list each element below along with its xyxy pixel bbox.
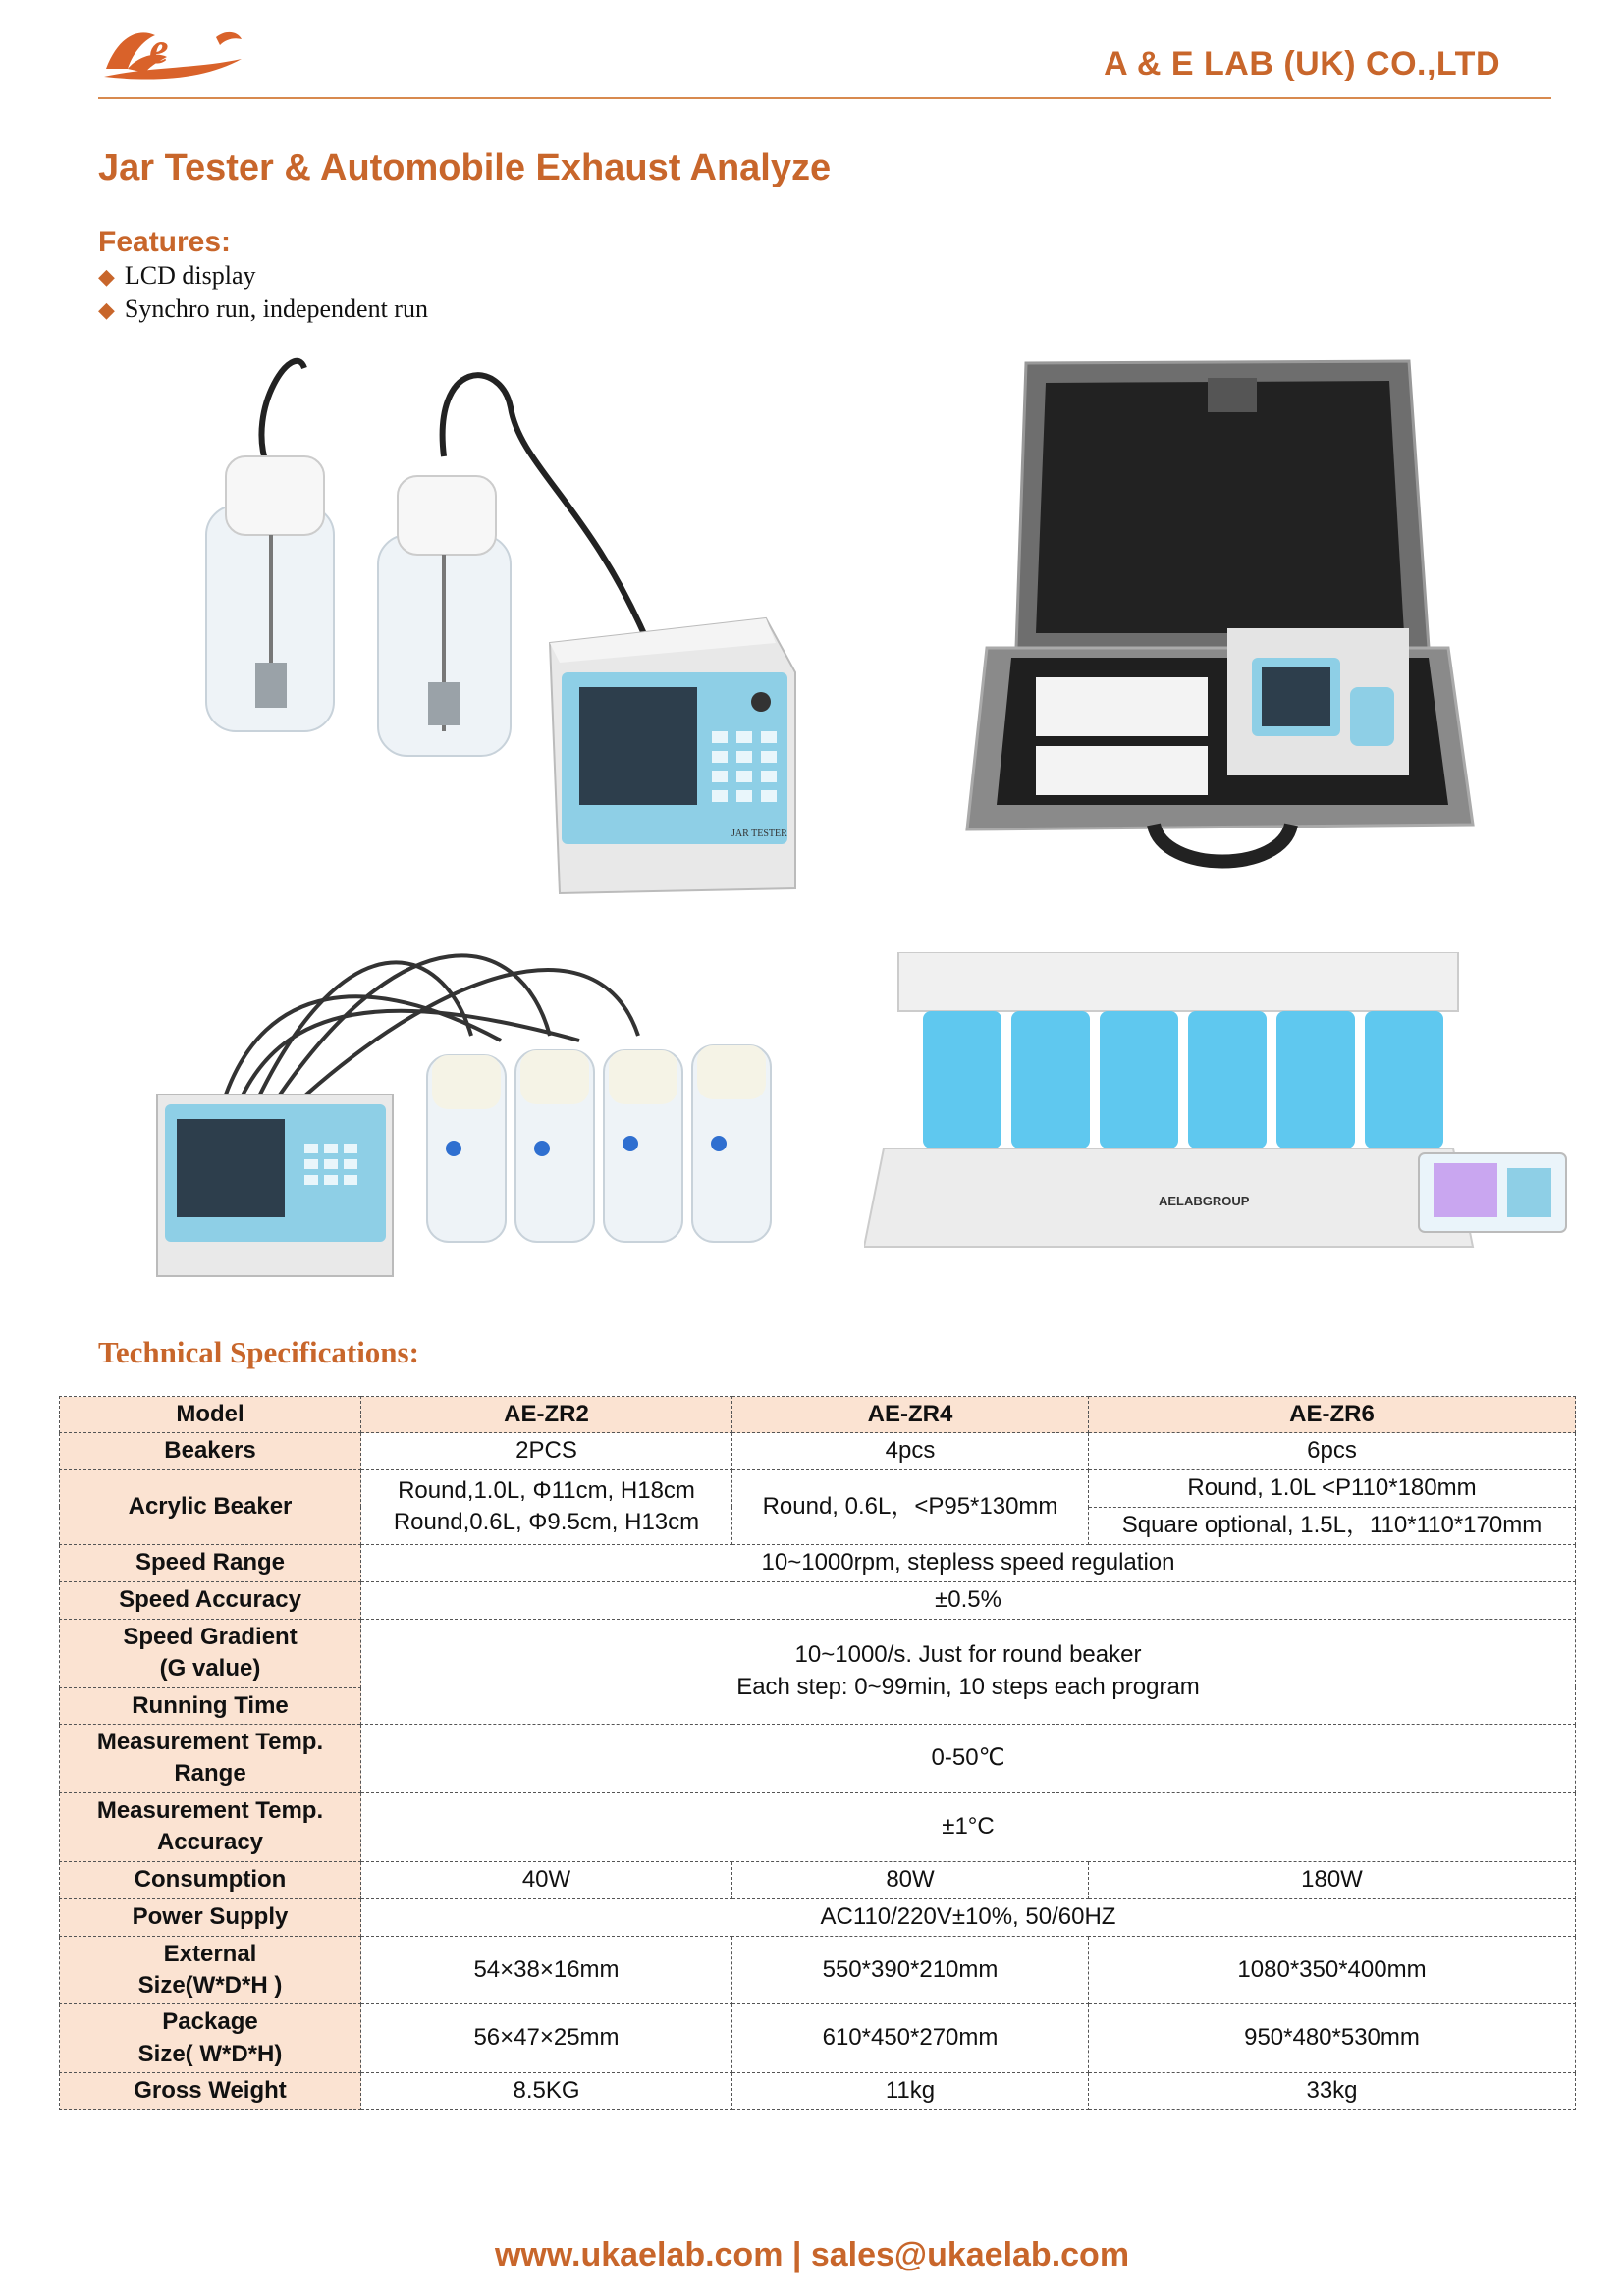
- table-row: [60, 2073, 1576, 2110]
- table-cell: Square optional, 1.5L，110*110*170mm: [1089, 1507, 1576, 1544]
- table-cell: 11kg: [732, 2073, 1089, 2110]
- table-cell: 80W: [732, 1861, 1089, 1898]
- svg-text:JAR TESTER: JAR TESTER: [731, 828, 787, 839]
- table-cell: 550*390*210mm: [732, 1936, 1089, 2004]
- table-cell: 2PCS: [361, 1433, 732, 1469]
- row-label: Acrylic Beaker: [60, 1469, 361, 1544]
- table-cell: 180W: [1089, 1861, 1576, 1898]
- product-photo-ae-zr6: [864, 952, 1581, 1256]
- table-cell: AC110/220V±10%, 50/60HZ: [361, 1898, 1576, 1936]
- table-row: [60, 1936, 1576, 2004]
- table-cell: 40W: [361, 1861, 732, 1898]
- table-cell: Round,1.0L, Φ11cm, H18cm Round,0.6L, Φ9.5cm, H13cm: [361, 1469, 732, 1544]
- feature-item: ◆ Synchro run, independent run: [98, 294, 428, 323]
- table-row: [60, 1469, 1576, 1507]
- svg-text:e: e: [149, 25, 169, 73]
- table-cell: ±1°C: [361, 1792, 1576, 1861]
- row-label: Speed Range: [60, 1544, 361, 1581]
- table-cell: 950*480*530mm: [1089, 2004, 1576, 2073]
- specs-table: [59, 1396, 1576, 2110]
- table-cell: ±0.5%: [361, 1581, 1576, 1619]
- diamond-bullet-icon: ◆: [98, 297, 115, 322]
- table-row: [60, 1397, 1576, 1433]
- row-label: Beakers: [60, 1433, 361, 1469]
- product-photo-carry-case: [957, 353, 1488, 893]
- product-photo-ae-zr2: [187, 348, 825, 923]
- diamond-bullet-icon: ◆: [98, 264, 115, 289]
- page-title: Jar Tester & Automobile Exhaust Analyze: [98, 147, 832, 188]
- header-divider: [98, 97, 1551, 99]
- table-cell: 8.5KG: [361, 2073, 732, 2110]
- company-name: A & E LAB (UK) CO.,LTD: [1104, 45, 1500, 82]
- svg-text:AELABGROUP: AELABGROUP: [1159, 1194, 1250, 1208]
- table-row: [60, 1433, 1576, 1469]
- row-label: Measurement Temp. Range: [60, 1724, 361, 1792]
- product-photo-ae-zr4: [147, 928, 776, 1291]
- row-label: External Size(W*D*H ): [60, 1936, 361, 2004]
- row-label: Gross Weight: [60, 2073, 361, 2110]
- table-row: [60, 1581, 1576, 1619]
- table-cell: 10~1000/s. Just for round beaker Each step: 0~99min, 10 steps each program: [361, 1619, 1576, 1724]
- table-cell: 56×47×25mm: [361, 2004, 732, 2073]
- table-cell: 33kg: [1089, 2073, 1576, 2110]
- table-cell: 6pcs: [1089, 1433, 1576, 1469]
- table-cell: Round, 1.0L <P110*180mm: [1089, 1469, 1576, 1507]
- row-label: Measurement Temp. Accuracy: [60, 1792, 361, 1861]
- feature-item: ◆ LCD display: [98, 261, 256, 290]
- specs-heading: Technical Specifications:: [98, 1335, 419, 1369]
- table-cell: 10~1000rpm, stepless speed regulation: [361, 1544, 1576, 1581]
- row-label: Package Size( W*D*H): [60, 2004, 361, 2073]
- table-cell: 54×38×16mm: [361, 1936, 732, 2004]
- table-row: [60, 1724, 1576, 1792]
- row-label: Consumption: [60, 1861, 361, 1898]
- table-cell: 4pcs: [732, 1433, 1089, 1469]
- table-row: [60, 1619, 1576, 1687]
- table-row: [60, 1898, 1576, 1936]
- table-cell: 0-50℃: [361, 1724, 1576, 1792]
- model-cell: AE-ZR2: [361, 1397, 732, 1433]
- row-label: Speed Accuracy: [60, 1581, 361, 1619]
- table-cell: 1080*350*400mm: [1089, 1936, 1576, 2004]
- row-label: Speed Gradient (G value): [60, 1619, 361, 1687]
- row-label: Model: [60, 1397, 361, 1433]
- table-cell: Round, 0.6L，<P95*130mm: [732, 1469, 1089, 1544]
- table-row: [60, 1861, 1576, 1898]
- table-cell: 610*450*270mm: [732, 2004, 1089, 2073]
- ae-logo-icon: [98, 18, 245, 86]
- footer-contact: www.ukaelab.com | sales@ukaelab.com: [494, 2236, 1130, 2273]
- table-row: [60, 2004, 1576, 2073]
- model-cell: AE-ZR6: [1089, 1397, 1576, 1433]
- features-heading: Features:: [98, 226, 232, 258]
- table-row: [60, 1544, 1576, 1581]
- row-label: Power Supply: [60, 1898, 361, 1936]
- row-label: Running Time: [60, 1687, 361, 1724]
- model-cell: AE-ZR4: [732, 1397, 1089, 1433]
- table-row: [60, 1792, 1576, 1861]
